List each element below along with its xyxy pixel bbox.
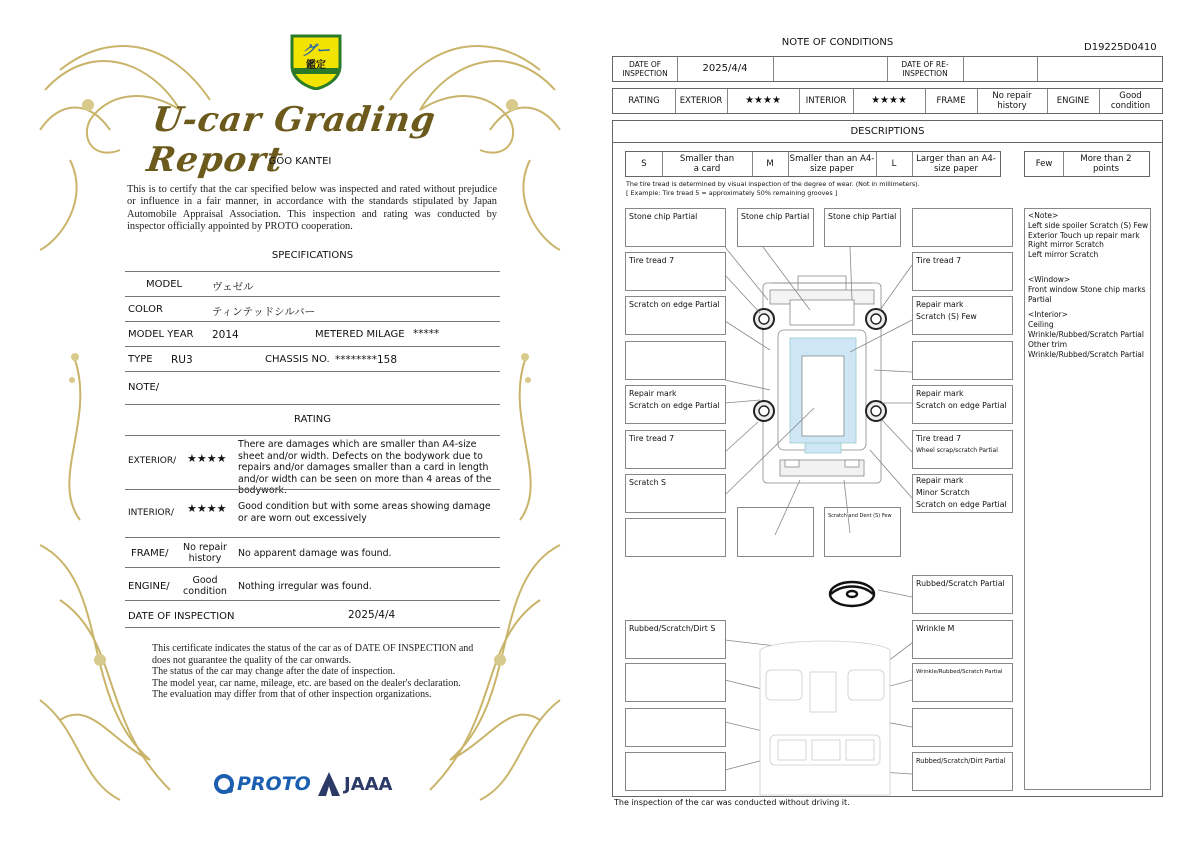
note-line: Exterior Touch up repair mark xyxy=(1028,230,1140,240)
exterior-note-box: Tire tread 7 xyxy=(625,252,726,291)
note-of-conditions xyxy=(600,0,1200,848)
interior-stars: ★★★★ xyxy=(871,95,907,106)
frame-value: No repair history xyxy=(183,542,227,564)
legend-l: L xyxy=(891,159,897,169)
model-label: MODEL xyxy=(146,279,183,290)
exterior-note-box: Scratch and Dent (S) Few xyxy=(824,507,901,557)
divider xyxy=(125,567,500,568)
divider xyxy=(125,371,500,372)
exterior-note-box xyxy=(625,518,726,557)
exterior-note-box xyxy=(912,341,1013,380)
inspection-footnote: The inspection of the car was conducted without driving it. xyxy=(614,798,850,807)
model-value: ヴェゼル xyxy=(212,281,254,293)
note-line: Other trim xyxy=(1028,339,1068,349)
legend-s: S xyxy=(641,159,647,169)
exterior-note-box xyxy=(912,430,1013,469)
interior-note-box: Rubbed/Scratch/Dirt Partial xyxy=(912,752,1013,791)
jaaa-logo xyxy=(318,770,393,798)
exterior-stars: ★★★★ xyxy=(187,452,227,465)
interior-note-box xyxy=(625,708,726,747)
rating-label: RATING xyxy=(628,96,660,106)
frame-value: No repair history xyxy=(992,91,1032,111)
note-line: Wrinkle/Rubbed/Scratch Partial xyxy=(1028,349,1144,359)
exterior-note-box: Repair mark Scratch on edge Partial xyxy=(625,385,726,424)
legend-l-desc: Larger than an A4-size paper xyxy=(916,154,996,174)
exterior-note-box xyxy=(737,507,814,557)
interior-note-box xyxy=(625,663,726,702)
note-line xyxy=(1028,260,1150,275)
exterior-stars: ★★★★ xyxy=(745,95,781,106)
note-line: Wrinkle/Rubbed/Scratch Partial xyxy=(1028,329,1144,339)
exterior-note-box: Stone chip Partial xyxy=(824,208,901,247)
interior-stars: ★★★★ xyxy=(187,502,227,515)
interior-note-box xyxy=(625,752,726,791)
legend-few: Few xyxy=(1035,159,1053,169)
notes-list xyxy=(1028,211,1150,359)
exterior-note-box: Repair mark Scratch on edge Partial xyxy=(912,385,1013,424)
certificate-subtitle: GOO KANTEI xyxy=(268,156,332,167)
exterior-note-text: Wheel scrap/scratch Partial xyxy=(916,447,998,454)
interior-note-box xyxy=(912,708,1013,747)
divider xyxy=(125,435,500,436)
date-of-inspection-label: DATE OF INSPECTION xyxy=(622,60,668,78)
interior-note-box: Wrinkle M xyxy=(912,620,1013,659)
legend-m: M xyxy=(766,159,774,169)
chassis-label: CHASSIS NO. xyxy=(265,354,330,365)
badge-bottom-text: 鑑定 xyxy=(306,60,326,71)
specifications-heading: SPECIFICATIONS xyxy=(271,250,354,261)
interior-note-box: Rubbed/Scratch Partial xyxy=(912,575,1013,614)
exterior-note-box xyxy=(912,208,1013,247)
interior-label: INTERIOR/ xyxy=(128,508,174,518)
frame-label: FRAME xyxy=(936,96,966,106)
conditions-heading: NOTE OF CONDITIONS xyxy=(781,37,894,48)
exterior-description: There are damages which are smaller than A4-size sheet and/or width. Defects on the bodywork due to repairs and/or damages smaller than a card in length and/or width can be seen on more than 4 areas of the bodywork. xyxy=(238,439,492,497)
reinspection-label: DATE OF RE-INSPECTION xyxy=(901,60,949,78)
note-line: <Note> xyxy=(1028,211,1059,220)
inspection-date-label: DATE OF INSPECTION xyxy=(128,611,235,622)
engine-value: Good condition xyxy=(183,575,227,597)
engine-label: ENGINE xyxy=(1056,96,1090,106)
note-line: Front window Stone chip marks Partial xyxy=(1028,284,1146,304)
exterior-label: EXTERIOR/ xyxy=(128,456,177,466)
interior-note-box: Rubbed/Scratch/Dirt S xyxy=(625,620,726,659)
interior-description: Good condition but with some areas showing damage or are worn out excessively xyxy=(238,501,491,524)
color-value: ティンテッドシルバー xyxy=(212,306,316,318)
color-label: COLOR xyxy=(128,304,163,315)
certificate-footer xyxy=(152,643,482,701)
exterior-note-box: Scratch S xyxy=(625,474,726,513)
note-line: <Window> xyxy=(1028,274,1071,284)
interior-label: INTERIOR xyxy=(805,96,847,106)
divider xyxy=(125,296,500,297)
footer-line: The evaluation may differ from that of other inspection organizations. xyxy=(152,689,432,701)
frame-label: FRAME/ xyxy=(131,548,169,559)
tread-note: The tire tread is determined by visual inspection of the degree of wear. (Not in millimeters). xyxy=(626,180,920,188)
model-year-label: MODEL YEAR xyxy=(128,329,194,340)
divider xyxy=(125,600,500,601)
note-line: Left side spoiler Scratch (S) Few xyxy=(1028,220,1149,230)
jaaa-logo-text: JAAA xyxy=(344,773,393,795)
divider xyxy=(125,346,500,347)
exterior-label: EXTERIOR xyxy=(679,96,723,106)
footer-line: The model year, car name, mileage, etc. are based on the dealer's declaration. xyxy=(152,677,461,689)
legend-m-desc: Smaller than an A4-size paper xyxy=(789,154,875,174)
engine-value: Good condition xyxy=(1110,91,1151,111)
mileage-label: METERED MILAGE xyxy=(315,329,405,340)
divider xyxy=(125,404,500,405)
note-label: NOTE/ xyxy=(128,382,160,393)
legend-s-desc: Smaller than a card xyxy=(679,154,735,174)
chassis-value: ********158 xyxy=(335,354,398,366)
date-of-inspection-value: 2025/4/4 xyxy=(702,63,748,74)
document-id: D19225D0410 xyxy=(1084,42,1157,53)
note-line: Left mirror Scratch xyxy=(1028,250,1099,260)
descriptions-heading: DESCRIPTIONS xyxy=(613,121,1162,143)
divider xyxy=(125,489,500,490)
frame-description: No apparent damage was found. xyxy=(238,548,392,559)
divider xyxy=(125,537,500,538)
exterior-note-box: Stone chip Partial xyxy=(737,208,814,247)
exterior-note-box: Scratch on edge Partial xyxy=(625,296,726,335)
exterior-note-text: Tire tread 7 xyxy=(916,434,962,443)
proto-logo xyxy=(213,770,311,798)
mileage-value: ***** xyxy=(413,328,440,340)
exterior-note-box: Repair mark Minor Scratch Scratch on edge Partial xyxy=(912,474,1013,513)
engine-description: Nothing irregular was found. xyxy=(238,581,372,592)
exterior-note-box: Stone chip Partial xyxy=(625,208,726,247)
type-value: RU3 xyxy=(171,354,193,366)
note-line: <Interior> xyxy=(1028,310,1068,320)
type-label: TYPE xyxy=(128,354,153,365)
rating-heading: RATING xyxy=(294,414,331,425)
exterior-note-box xyxy=(625,341,726,380)
footer-line: The status of the car may change after the date of inspection. xyxy=(152,666,396,678)
proto-logo-text: PROTO xyxy=(237,773,311,795)
exterior-note-box: Repair mark Scratch (S) Few xyxy=(912,296,1013,335)
badge-top-text: グー xyxy=(302,43,330,59)
exterior-note-box: Tire tread 7 xyxy=(625,430,726,469)
exterior-note-box: Tire tread 7 xyxy=(912,252,1013,291)
legend-few-desc: More than 2 points xyxy=(1080,154,1132,174)
note-line: Right mirror Scratch xyxy=(1028,240,1104,250)
inspection-date-value: 2025/4/4 xyxy=(348,609,396,621)
model-year-value: 2014 xyxy=(212,329,239,341)
divider xyxy=(125,321,500,322)
goo-kantei-badge xyxy=(288,32,344,90)
certificate-intro: This is to certify that the car specified below was inspected and rated without prejudice or influence in a fair manner, in accordance with the standards stipulated by Japan Automobile Appraisal Association. This inspection and rating was conducted by inspector officially appointed by PROTO cooperation. xyxy=(127,184,497,233)
certificate-title: U-car Grading Report xyxy=(144,100,439,180)
interior-note-box: Wrinkle/Rubbed/Scratch Partial xyxy=(912,663,1013,702)
footer-line: This certificate indicates the status of the car as of DATE OF INSPECTION and does not guarantee the quality of the car onwards. xyxy=(152,643,474,666)
tread-example: [ Example: Tire tread 5 = approximately 50% remaining grooves ] xyxy=(626,189,838,197)
note-line: Ceiling xyxy=(1028,320,1054,330)
engine-label: ENGINE/ xyxy=(128,581,170,592)
divider xyxy=(125,271,500,272)
divider xyxy=(125,627,500,628)
jaaa-mark-icon xyxy=(318,772,340,796)
proto-mark-icon xyxy=(213,773,235,795)
